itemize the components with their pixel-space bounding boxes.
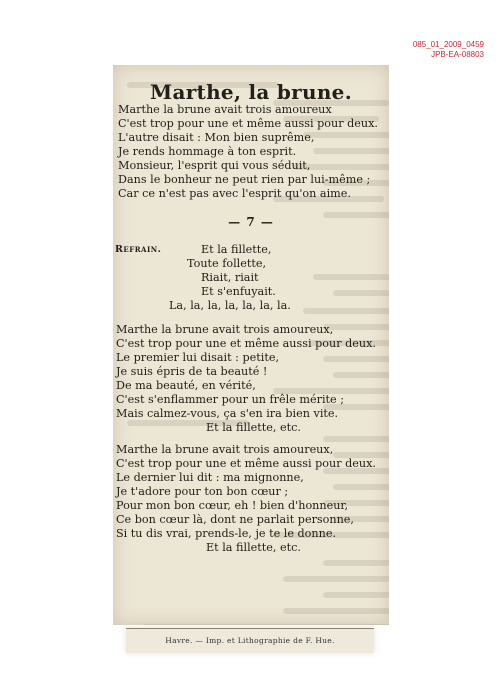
archive-reference [413, 40, 484, 60]
verse-line: C'est trop pour une et même aussi pour deux. [116, 457, 376, 470]
refrain-line: Riait, riait [201, 271, 259, 284]
verse-line: C'est trop pour une et même aussi pour deux. [116, 337, 376, 350]
verse-line: Monsieur, l'esprit qui vous séduit, [118, 159, 311, 172]
refrain-line: Et s'enfuyait. [201, 285, 276, 298]
song-title: Marthe, la brune. [150, 80, 352, 104]
verse-line: Mais calmez-vous, ça s'en ira bien vite. [116, 407, 339, 420]
song-sheet [113, 65, 389, 625]
stanza-three [113, 443, 389, 555]
imprint-text: Havre. — Imp. et Lithographie de F. Hue. [165, 636, 335, 645]
verse-line: Le dernier lui dit : ma mignonne, [116, 471, 304, 484]
verse-line: C'est trop pour une et même aussi pour deux. [118, 117, 378, 130]
verse-line: Pour mon bon cœur, eh ! bien d'honneur, [116, 499, 349, 512]
verse-line: Dans le bonheur ne peut rien par lui-même ; [118, 173, 371, 186]
reference-line-1: 085_01_2009_0459 [412, 40, 484, 49]
verse-line: Marthe la brune avait trois amoureux [118, 103, 332, 116]
song-text [113, 65, 389, 555]
verse-line: Je rends hommage à ton esprit. [118, 145, 297, 158]
refrain-label: Refrain. [115, 244, 162, 255]
refrain-line: Toute follette, [187, 257, 267, 270]
verse-line: C'est s'enflammer pour un frêle mérite ; [116, 393, 344, 406]
refrain-line: La, la, la, la, la, la, la. [169, 299, 291, 312]
page-number: — 7 — [228, 215, 274, 229]
refrain-reprise: Et la fillette, etc. [206, 421, 301, 434]
reference-line-2: JPB-EA-08803 [431, 50, 484, 59]
verse-line: Marthe la brune avait trois amoureux, [116, 443, 334, 456]
verse-line: Marthe la brune avait trois amoureux, [116, 323, 334, 336]
verse-line: De ma beauté, en vérité, [116, 379, 256, 392]
verse-line: Si tu dis vrai, prends-le, je te le donne. [116, 527, 337, 540]
stanza-intro [113, 103, 389, 201]
refrain-line: Et la fillette, [201, 243, 272, 256]
verse-line: Car ce n'est pas avec l'esprit qu'on aime. [118, 187, 351, 200]
verse-line: Le premier lui disait : petite, [116, 351, 279, 364]
refrain-reprise: Et la fillette, etc. [206, 541, 301, 554]
refrain [113, 243, 389, 315]
printer-imprint [126, 628, 374, 653]
stanza-two [113, 323, 389, 435]
verse-line: Je suis épris de ta beauté ! [116, 365, 268, 378]
verse-line: L'autre disait : Mon bien suprême, [118, 131, 315, 144]
verse-line: Ce bon cœur là, dont ne parlait personne, [116, 513, 354, 526]
verse-line: Je t'adore pour ton bon cœur ; [116, 485, 289, 498]
